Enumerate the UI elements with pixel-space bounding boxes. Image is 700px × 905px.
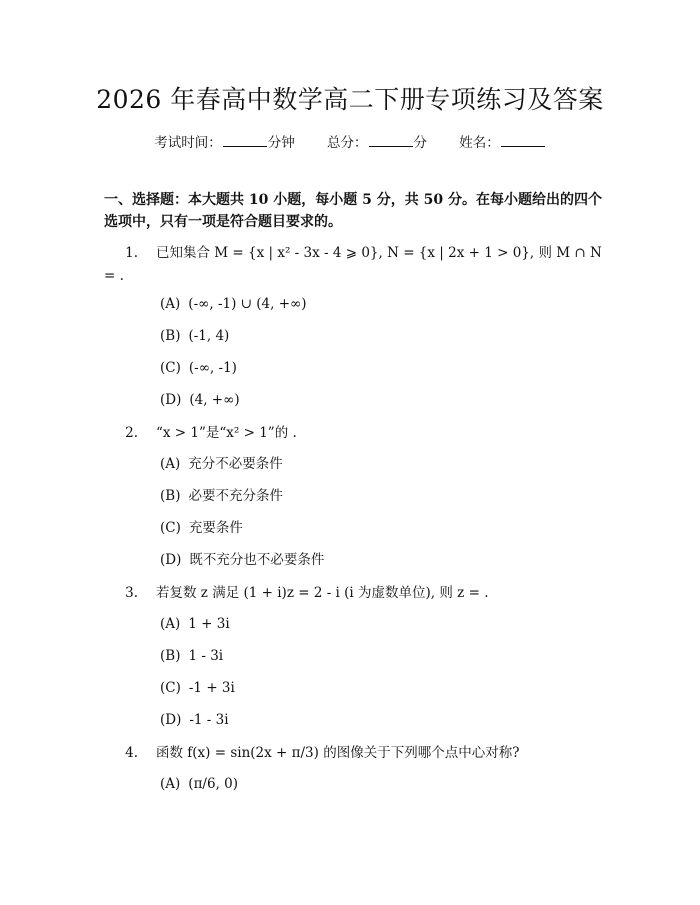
question-1-option-b	[160, 326, 600, 346]
question-text: 已知集合 M = {x | x² - 3x - 4 ⩾ 0}, N = {x | 2x + 1 > 0}, 则 M ∩ N = .	[104, 245, 602, 284]
question-1-option-c	[160, 358, 600, 378]
section-heading: 一、选择题：本大题共 10 小题，每小题 5 分，共 50 分。在每小题给出的四个选项中，只有一项是符合题目要求的。	[104, 192, 602, 230]
exam-name	[459, 131, 546, 151]
question-2-option-c	[160, 518, 600, 538]
question-3-option-c	[160, 678, 600, 698]
option-text: 1 - 3i	[188, 648, 224, 664]
exam-score-unit: 分	[413, 135, 427, 151]
question-3	[104, 582, 604, 605]
option-label: (A)	[160, 296, 181, 312]
option-label: (D)	[160, 712, 182, 728]
option-label: (A)	[160, 456, 181, 472]
option-text: 1 + 3i	[188, 616, 230, 632]
exam-time-label: 考试时间：	[154, 135, 222, 151]
option-label: (D)	[160, 392, 182, 408]
question-2-option-a	[160, 454, 600, 474]
option-text: -1 + 3i	[188, 680, 235, 696]
question-1-option-d	[160, 390, 600, 410]
option-label: (B)	[160, 328, 181, 344]
question-text: 函数 f(x) = sin(2x + π/3) 的图像关于下列哪个点中心对称?	[156, 745, 520, 761]
question-number: 2.	[125, 425, 138, 441]
question-4-option-a	[160, 774, 600, 794]
option-text: -1 - 3i	[189, 712, 229, 728]
question-text: 若复数 z 满足 (1 + i)z = 2 - i (i 为虚数单位), 则 z = .	[156, 585, 489, 601]
exam-time-unit: 分钟	[267, 135, 295, 151]
option-label: (D)	[160, 552, 182, 568]
page-title: 2026 年春高中数学高二下册专项练习及答案	[96, 85, 604, 114]
question-1	[104, 242, 604, 288]
option-label: (B)	[160, 648, 181, 664]
option-label: (A)	[160, 776, 181, 792]
option-text: 充分不必要条件	[188, 456, 283, 472]
question-1-option-a	[160, 294, 600, 314]
option-text: 充要条件	[188, 520, 243, 536]
question-number: 3.	[125, 585, 138, 601]
exam-score	[327, 131, 427, 151]
exam-name-blank	[501, 134, 545, 147]
question-4	[104, 742, 604, 765]
option-label: (B)	[160, 488, 181, 504]
exam-score-blank	[369, 134, 413, 147]
option-label: (C)	[160, 520, 181, 536]
option-text: (-∞, -1)	[188, 360, 237, 376]
exam-meta	[0, 131, 700, 151]
question-text: “x > 1”是“x² > 1”的 .	[156, 425, 297, 441]
question-number: 1.	[125, 245, 138, 261]
option-label: (C)	[160, 680, 181, 696]
option-text: (-∞, -1) ∪ (4, +∞)	[188, 296, 307, 312]
option-text: (-1, 4)	[188, 328, 230, 344]
option-text: 既不充分也不必要条件	[189, 552, 325, 568]
question-2-option-b	[160, 486, 600, 506]
option-text: 必要不充分条件	[188, 488, 283, 504]
question-3-option-d	[160, 710, 600, 730]
exam-name-label: 姓名：	[459, 135, 500, 151]
exam-time	[154, 131, 295, 151]
option-text: (4, +∞)	[189, 392, 240, 408]
option-text: (π/6, 0)	[188, 776, 239, 792]
question-2	[104, 422, 604, 445]
question-3-option-b	[160, 646, 600, 666]
option-label: (A)	[160, 616, 181, 632]
question-number: 4.	[125, 745, 138, 761]
exam-score-label: 总分：	[327, 135, 368, 151]
question-2-option-d	[160, 550, 600, 570]
option-label: (C)	[160, 360, 181, 376]
question-3-option-a	[160, 614, 600, 634]
exam-time-blank	[223, 134, 267, 147]
